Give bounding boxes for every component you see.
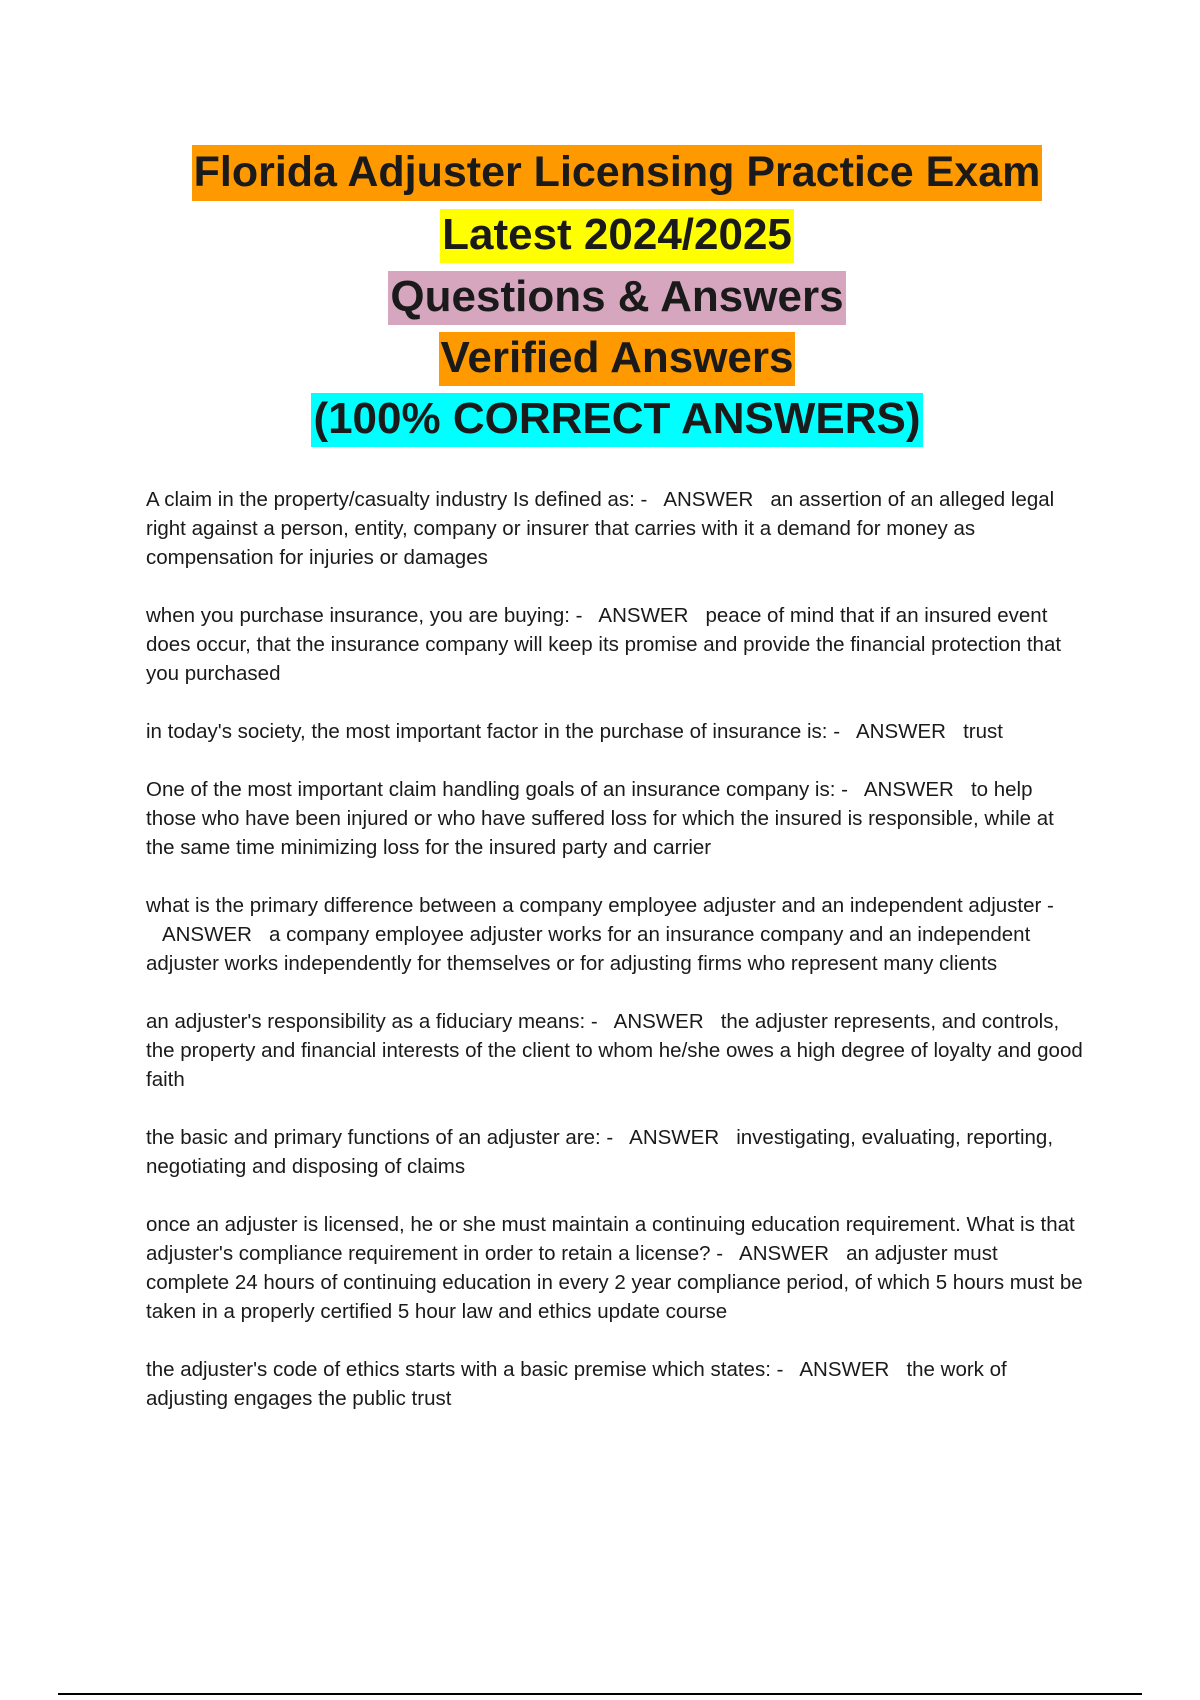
title-line-2 [146, 209, 1088, 271]
question-text: what is the primary difference between a company employee adjuster and an independent adjuster - [146, 894, 1054, 917]
answer-text: a company employee adjuster works for an insurance company and an independent adjuster works independently for themselves or for adjusting firms who represent many clients [146, 923, 1031, 975]
answer-label: ANSWER [146, 923, 270, 946]
footer-divider [58, 1693, 1142, 1695]
answer-text: peace of mind that if an insured event does occur, that the insurance company will keep its promise and provide the financial protection that you purchased [146, 604, 1062, 685]
title-verified: Verified Answers [439, 332, 796, 386]
answer-text: an assertion of an alleged legal right against a person, entity, company or insurer that carries with it a demand for money as compensation for injuries or damages [146, 488, 1055, 569]
question-text: in today's society, the most important factor in the purchase of insurance is: - [146, 720, 841, 743]
answer-text: the work of adjusting engages the public trust [146, 1358, 1007, 1410]
title-main: Florida Adjuster Licensing Practice Exam [192, 145, 1043, 201]
question-text: A claim in the property/casualty industry Is defined as: - [146, 488, 648, 511]
answer-text: trust [963, 720, 1003, 743]
qa-item-2 [146, 601, 1086, 688]
answer-label: ANSWER [582, 604, 706, 627]
answer-label: ANSWER [783, 1358, 907, 1381]
answer-label: ANSWER [613, 1126, 737, 1149]
qa-item-7 [146, 1123, 1086, 1181]
answer-label: ANSWER [840, 720, 964, 743]
qa-item-6 [146, 1007, 1086, 1094]
title-correct: (100% CORRECT ANSWERS) [311, 393, 922, 447]
title-line-4 [146, 332, 1088, 393]
answer-text: to help those who have been injured or who have suffered loss for which the insured is responsible, while at the same time minimizing loss for the insured party and carrier [146, 778, 1054, 859]
answer-label: ANSWER [647, 488, 771, 511]
qa-item-4 [146, 775, 1086, 862]
answer-text: an adjuster must complete 24 hours of continuing education in every 2 year compliance period, of which 5 hours must be taken in a properly certified 5 hour law and ethics update course [146, 1242, 1083, 1323]
answer-label: ANSWER [597, 1010, 721, 1033]
title-line-3 [146, 271, 1088, 332]
title-qa: Questions & Answers [388, 271, 845, 325]
answer-text: the adjuster represents, and controls, the property and financial interests of the client to whom he/she owes a high degree of loyalty and good faith [146, 1010, 1083, 1091]
title-line-1 [146, 145, 1088, 209]
title-line-5 [146, 393, 1088, 455]
question-text: an adjuster's responsibility as a fiduciary means: - [146, 1010, 598, 1033]
qa-item-8 [146, 1210, 1086, 1326]
answer-text: investigating, evaluating, reporting, negotiating and disposing of claims [146, 1126, 1054, 1178]
question-text: when you purchase insurance, you are buying: - [146, 604, 583, 627]
title-block [146, 145, 1088, 455]
qa-list [146, 485, 1086, 1442]
question-text: One of the most important claim handling goals of an insurance company is: - [146, 778, 848, 801]
qa-item-1 [146, 485, 1086, 572]
question-text: the adjuster's code of ethics starts with a basic premise which states: - [146, 1358, 784, 1381]
question-text: the basic and primary functions of an adjuster are: - [146, 1126, 614, 1149]
answer-label: ANSWER [723, 1242, 847, 1265]
qa-item-9 [146, 1355, 1086, 1413]
qa-item-3 [146, 717, 1086, 746]
title-year: Latest 2024/2025 [440, 209, 794, 263]
qa-item-5 [146, 891, 1086, 978]
question-text: once an adjuster is licensed, he or she must maintain a continuing education requirement. What is that adjuster's compliance requirement in order to retain a license? - [146, 1213, 1075, 1265]
answer-label: ANSWER [847, 778, 971, 801]
